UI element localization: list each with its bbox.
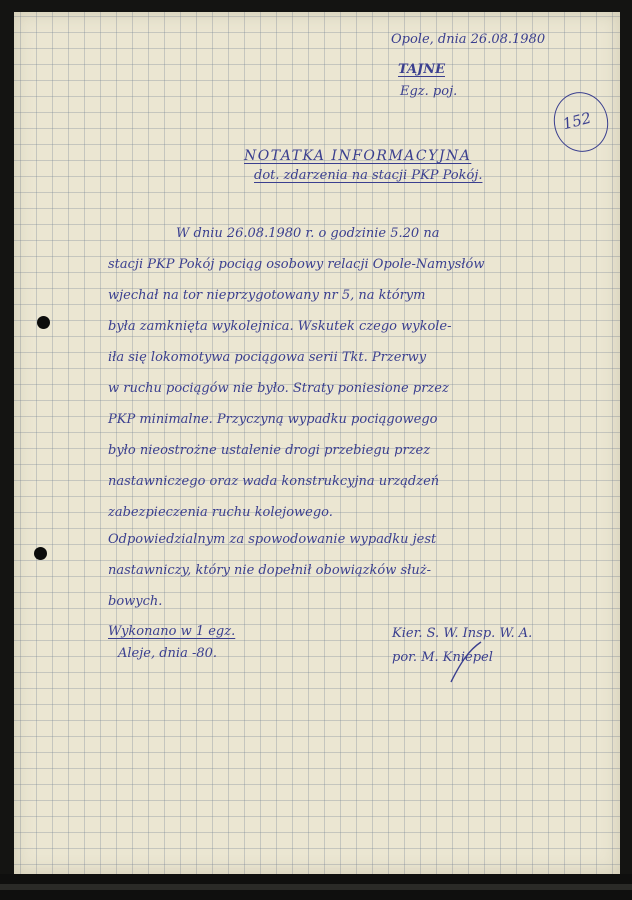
registry-number: 152: [560, 108, 594, 134]
scan-edge-bar: [0, 884, 632, 890]
binder-hole-top: [37, 316, 50, 329]
document-subtitle: dot. zdarzenia na stacji PKP Pokój.: [254, 168, 483, 183]
body-line: w ruchu pociągów nie było. Straty poniesione przez: [108, 381, 449, 396]
body-line: zabezpieczenia ruchu kolejowego.: [108, 505, 333, 520]
copies-note: Wykonano w 1 egz.: [108, 624, 236, 639]
place-date: Opole, dnia 26.08.1980: [391, 32, 546, 47]
body-line: było nieostrożne ustalenie drogi przebiegu przez: [108, 443, 431, 458]
scan-bottom-edge: [0, 874, 632, 900]
binder-hole-bottom: [34, 547, 47, 560]
classification-mark: TAJNE: [398, 62, 445, 77]
body-line: nastawniczy, który nie dopełnił obowiązków służ-: [108, 563, 431, 578]
signature-stroke: [439, 640, 519, 690]
body-line: bowych.: [108, 594, 163, 609]
body-line: wjechał na tor nieprzygotowany nr 5, na którym: [108, 288, 426, 303]
body-line: Odpowiedzialnym za spowodowanie wypadku jest: [108, 532, 437, 547]
registry-number-stamp: [548, 86, 615, 157]
copy-note: Egz. poj.: [400, 84, 458, 99]
body-line: była zamknięta wykolejnica. Wskutek czego wykole-: [108, 319, 452, 334]
signer-name: por. M. Kniepel: [392, 650, 493, 665]
distribution-note: Aleje, dnia -80.: [118, 646, 218, 661]
signer-role: Kier. S. W. Insp. W. A.: [392, 626, 533, 641]
body-line: W dniu 26.08.1980 r. o godzinie 5.20 na: [176, 226, 440, 241]
body-line: nastawniczego oraz wada konstrukcyjna urządzeń: [108, 474, 440, 489]
document-title: NOTATKA INFORMACYJNA: [244, 148, 472, 164]
body-line: stacji PKP Pokój pociąg osobowy relacji Opole-Namysłów: [108, 257, 485, 272]
body-line: iła się lokomotywa pociągowa serii Tkt. Przerwy: [108, 350, 427, 365]
document-page: [14, 12, 620, 874]
body-line: PKP minimalne. Przyczyną wypadku pociągowego: [108, 412, 438, 427]
